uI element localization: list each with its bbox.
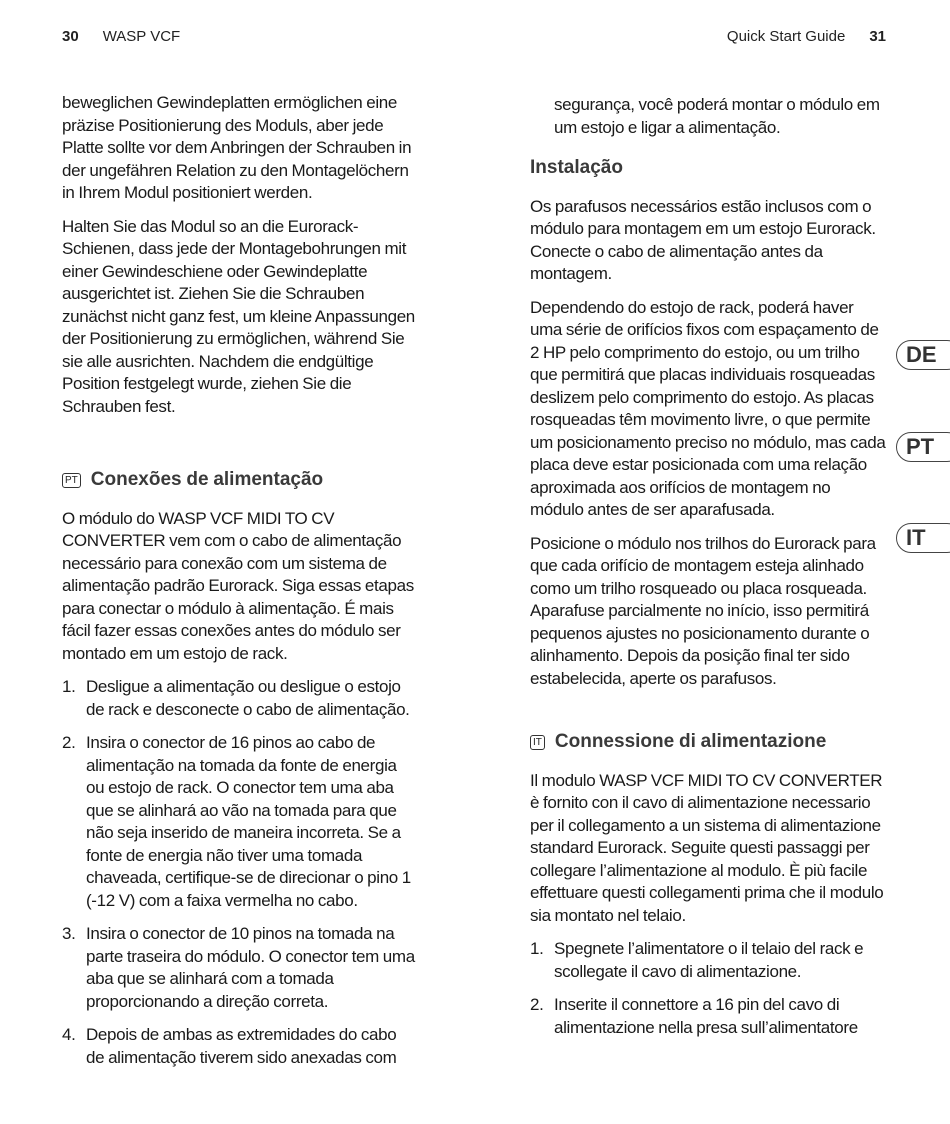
de-paragraph-2: Halten Sie das Modul so an die Eurorack-Schienen, dass jede der Montagebohrungen mit einer Gewindeschiene oder Gewindeplatte ausgerichtet ist. Ziehen Sie die Schrauben zunächst nicht ganz fest, um kleine Anpassungen der Positionierung zu ermöglichen, während Sie sie alle ausrichten. Nachdem die endgültige Position festgelegt wurde, ziehen Sie die Schrauben fest. <box>62 216 415 416</box>
install-paragraph-1: Os parafusos necessários estão inclusos com o módulo para montagem em um estojo Eurorack. Conecte o cabo de alimentação antes da montagem. <box>530 196 876 283</box>
language-tab-it[interactable]: IT <box>896 523 950 553</box>
continuation-paragraph: segurança, você poderá montar o módulo em um estojo e ligar a alimentação. <box>554 95 880 137</box>
list-item: 1. Spegnete l’alimentatore o il telaio del rack e scollegate il cavo di alimentazione. <box>530 939 864 981</box>
it-flag-badge: IT <box>530 735 545 750</box>
pt-intro-paragraph: O módulo do WASP VCF MIDI TO CV CONVERTER vem com o cabo de alimentação necessário para conexão com um sistema de alimentação padrão Eurorack. Siga essas etapas para conectar o módulo à alimentação. É mais fácil fazer essas conexões antes do módulo ser montado em um estojo de rack. <box>62 508 414 663</box>
de-paragraph-1: beweglichen Gewindeplatten ermöglichen eine präzise Positionierung des Moduls, aber jede Platte sollte vor dem Anbringen der Schrauben in der ungefähren Relation zu den Montagelöchern in Ihrem Modul positioniert werden. <box>62 93 412 202</box>
product-title: WASP VCF <box>102 28 181 45</box>
page-number-left: 30 <box>62 28 79 45</box>
language-tab-de[interactable]: DE <box>896 340 950 370</box>
pt-flag-badge: PT <box>62 473 81 488</box>
it-heading-text: Connessione di alimentazione <box>554 731 827 752</box>
install-paragraph-3: Posicione o módulo nos trilhos do Eurorack para que cada orifício de montagem esteja alinhado como um trilho rosqueado ou placa rosqueada. Aparafuse parcialmente no início, isso permitirá pequenos ajustes no posicionamento durante o alinhamento. Depois da posição final ter sido estabelecida, aperte os parafusos. <box>530 533 876 688</box>
it-steps-list <box>530 938 886 1039</box>
list-item: 4. Depois de ambas as extremidades do cabo de alimentação tiverem sido anexadas com <box>62 1025 397 1067</box>
it-intro-paragraph: Il modulo WASP VCF MIDI TO CV CONVERTER è fornito con il cavo di alimentazione necessario per il collegamento a un sistema di alimentazione standard Eurorack. Seguite questi passaggi per collegare l’alimentazione al modulo. È più facile effettuare questi collegamenti prima che il modulo sia montato nel telaio. <box>530 770 884 925</box>
list-item: 1. Desligue a alimentação ou desligue o estojo de rack e desconecte o cabo de alimentação. <box>62 677 410 719</box>
left-column <box>62 92 418 1080</box>
right-column <box>530 94 886 1050</box>
page-header-right <box>727 28 886 45</box>
pt-steps-list <box>62 676 418 1069</box>
installation-heading: Instalação <box>530 157 623 178</box>
install-paragraph-2: Dependendo do estojo de rack, poderá haver uma série de orifícios fixos com espaçamento de 2 HP pelo comprimento do estojo, ou um trilho que permitirá que placas individuais rosqueadas deslizem pelo comprimento do estojo. As placas rosqueadas têm movimento livre, o que permite um posicionamento preciso no módulo, mas cada placa deve estar posicionada com uma relação aproximada aos orifícios de montagem no módulo antes de ser aparafusada. <box>530 297 886 519</box>
page-number-right: 31 <box>869 28 886 45</box>
list-item: 2. Insira o conector de 16 pinos ao cabo de alimentação na tomada da fonte de energia ou estojo de rack. O conector tem uma aba que se alinhará ao vão na tomada para que não seja inserido de maneira incorreta. Se a fonte de energia não tiver uma tomada chaveada, certifique-se de direcionar o pino 1 (-12 V) com a faixa vermelha no cabo. <box>62 733 411 910</box>
list-item: 3. Insira o conector de 10 pinos na tomada na parte traseira do módulo. O conector tem uma aba que se alinhará com a tomada proporcionando a direção correta. <box>62 924 415 1011</box>
pt-power-heading <box>62 469 418 492</box>
page-header-left <box>62 28 180 45</box>
pt-heading-text: Conexões de alimentação <box>90 469 324 490</box>
guide-title: Quick Start Guide <box>726 28 846 45</box>
language-tab-pt[interactable]: PT <box>896 432 950 462</box>
it-power-heading <box>530 731 886 754</box>
list-item: 2. Inserite il connettore a 16 pin del cavo di alimentazione nella presa sull’alimentatore <box>530 995 858 1037</box>
